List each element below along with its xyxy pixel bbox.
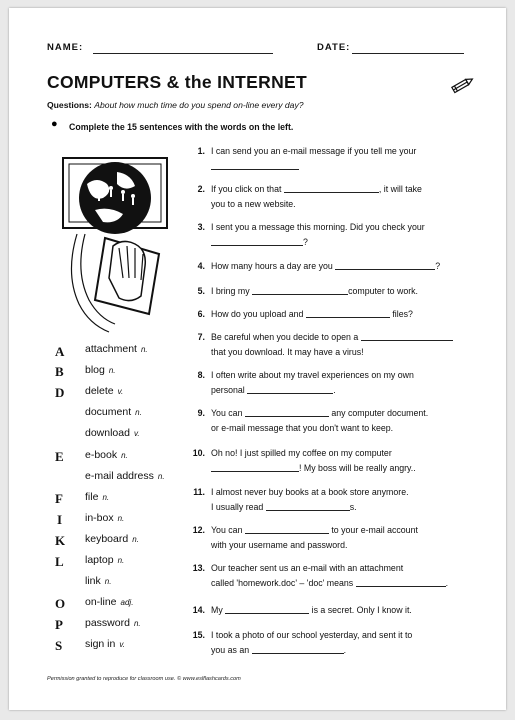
question-text: About how much time do you spend on-line every day? [94, 100, 304, 110]
question-line [47, 100, 304, 110]
answer-blank[interactable] [356, 577, 449, 588]
word-item: file n. [85, 491, 110, 503]
footer-credit: Permission granted to reproduce for classroom use. © www.eslflashcards.com [47, 676, 241, 682]
pencil-icon [449, 74, 475, 96]
word-bank [51, 340, 201, 670]
sentence-text: ! My boss will be really angry.. [299, 463, 416, 473]
sentence-text: or e-mail message that you don't want to keep. [211, 423, 394, 433]
sentence-text: personal [211, 385, 248, 395]
sentence-text: s. [349, 502, 357, 512]
sentence-text: I can send you an e-mail message if you tell me your [211, 146, 417, 156]
sentence-list: 1. I can send you an e-mail message if you tell me your 2. If you click on that , it will take you to a new website. 3. I sent you a message this morning. Did you check your ? 4. How many hours a day are you ? 5. I bring my computer to work. 6. How do you upload and files? 7. Be careful when you decide to open a that you download. It may have a virus! 8. I often write about my travel experiences on my own personal . 9. You can any computer document. or e-mail message that you don't want to keep. 10. Oh no! I just spilled my coffee on my computer ! My boss will be really angry.. 11. I almost never buy books at a book store anymore. I usually read s. 12. You can to your e-mail account with your username and password. 13. Our teacher sent us an e-mail with an attachment called 'homework.doc' – 'doc' means . 14. My is a secret. Only I know it. 15. I took a photo of our school yesterday, and sent it to you as an . [189, 144, 479, 674]
word-item: attachment n. [85, 343, 148, 355]
answer-blank[interactable] [306, 308, 390, 318]
date-label: DATE: [317, 42, 351, 53]
word-item: e-book n. [85, 449, 128, 461]
answer-blank[interactable] [284, 183, 379, 193]
letter-e: E [55, 449, 64, 464]
sentence-text: computer to work. [348, 286, 418, 296]
bullet-icon: ● [51, 118, 58, 130]
letter-s: S [55, 638, 63, 653]
word-item: blog n. [85, 364, 116, 376]
word-item: document n. [85, 406, 142, 418]
answer-blank[interactable] [252, 285, 348, 295]
sentence-text: . [445, 578, 449, 588]
letter-d: D [55, 385, 65, 400]
sentence-text: is a secret. Only I know it. [309, 605, 412, 615]
letter-l: L [55, 554, 64, 569]
sentence-text: called 'homework.doc' – 'doc' means [211, 578, 356, 588]
sentence-text: , it will take [378, 184, 422, 194]
sentence-text: Oh no! I just spilled my coffee on my computer [211, 448, 392, 458]
page-title: COMPUTERS & the INTERNET [47, 72, 307, 92]
word-item: in-box n. [85, 512, 125, 524]
sentence-text: any computer document. [328, 408, 429, 418]
sentence-text: with your username and password. [211, 540, 348, 550]
word-item: on-line adj. [85, 596, 134, 608]
sentence-text: If you click on that [211, 184, 284, 194]
instruction: Complete the 15 sentences with the words on the left. [69, 122, 294, 132]
answer-blank[interactable] [247, 384, 336, 395]
word-item: download v. [85, 427, 140, 439]
sentence-text: You can [211, 525, 245, 535]
word-item: e-mail address n. [85, 470, 165, 482]
answer-blank[interactable] [245, 524, 329, 534]
sentence-text: I took a photo of our school yesterday, and sent it to [211, 630, 413, 640]
question-label: Questions: [47, 100, 92, 110]
sentence-text: I bring my [211, 286, 253, 296]
sentence-text: to your e-mail account [328, 525, 418, 535]
word-item: sign in v. [85, 638, 125, 650]
sentence-text: My [211, 605, 226, 615]
sentence-text: I almost never buy books at a book store anymore. [211, 487, 409, 497]
letter-b: B [55, 364, 64, 379]
name-line [93, 53, 273, 54]
letter-a: A [55, 344, 65, 359]
word-item: password n. [85, 617, 141, 629]
sentence-text: ? [435, 261, 441, 271]
date-line [352, 53, 464, 54]
word-item: keyboard n. [85, 533, 139, 545]
sentence-text: you as an [211, 645, 252, 655]
answer-blank[interactable] [335, 260, 435, 270]
worksheet-page [9, 8, 506, 710]
answer-blank[interactable] [252, 644, 347, 655]
sentence-text: You can [211, 408, 245, 418]
sentence-text: files? [389, 309, 413, 319]
answer-blank[interactable] [361, 331, 453, 341]
answer-blank[interactable] [225, 604, 309, 614]
answer-blank[interactable] [211, 462, 299, 472]
sentence-text: ? [303, 237, 308, 247]
sentence-text: I often write about my travel experiences on my own [211, 370, 414, 380]
answer-blank[interactable] [211, 236, 303, 246]
sentence-text: Our teacher sent us an e-mail with an attachment [211, 563, 404, 573]
sentence-text: I usually read [211, 502, 266, 512]
answer-blank[interactable] [245, 407, 329, 417]
name-label: NAME: [47, 42, 84, 53]
word-item: delete v. [85, 385, 124, 397]
word-item: laptop n. [85, 554, 125, 566]
sentence-text: How many hours a day are you [211, 261, 336, 271]
letter-o: O [55, 596, 66, 611]
word-item: link n. [85, 575, 112, 587]
answer-blank[interactable] [266, 501, 350, 511]
globe-hand-illustration [55, 154, 175, 336]
letter-f: F [55, 491, 63, 506]
sentence-text: I sent you a message this morning. Did you check your [211, 222, 425, 232]
letter-i: I [57, 512, 63, 527]
sentence-text: you to a new website. [211, 199, 296, 209]
sentence-text: . [343, 645, 347, 655]
sentence-text: that you download. It may have a virus! [211, 347, 364, 357]
letter-p: P [55, 617, 63, 632]
sentence-text: How do you upload and [211, 309, 306, 319]
letter-k: K [55, 533, 66, 548]
sentence-text: Be careful when you decide to open a [211, 332, 361, 342]
answer-blank[interactable] [211, 160, 299, 170]
sentence-text: . [333, 385, 336, 395]
